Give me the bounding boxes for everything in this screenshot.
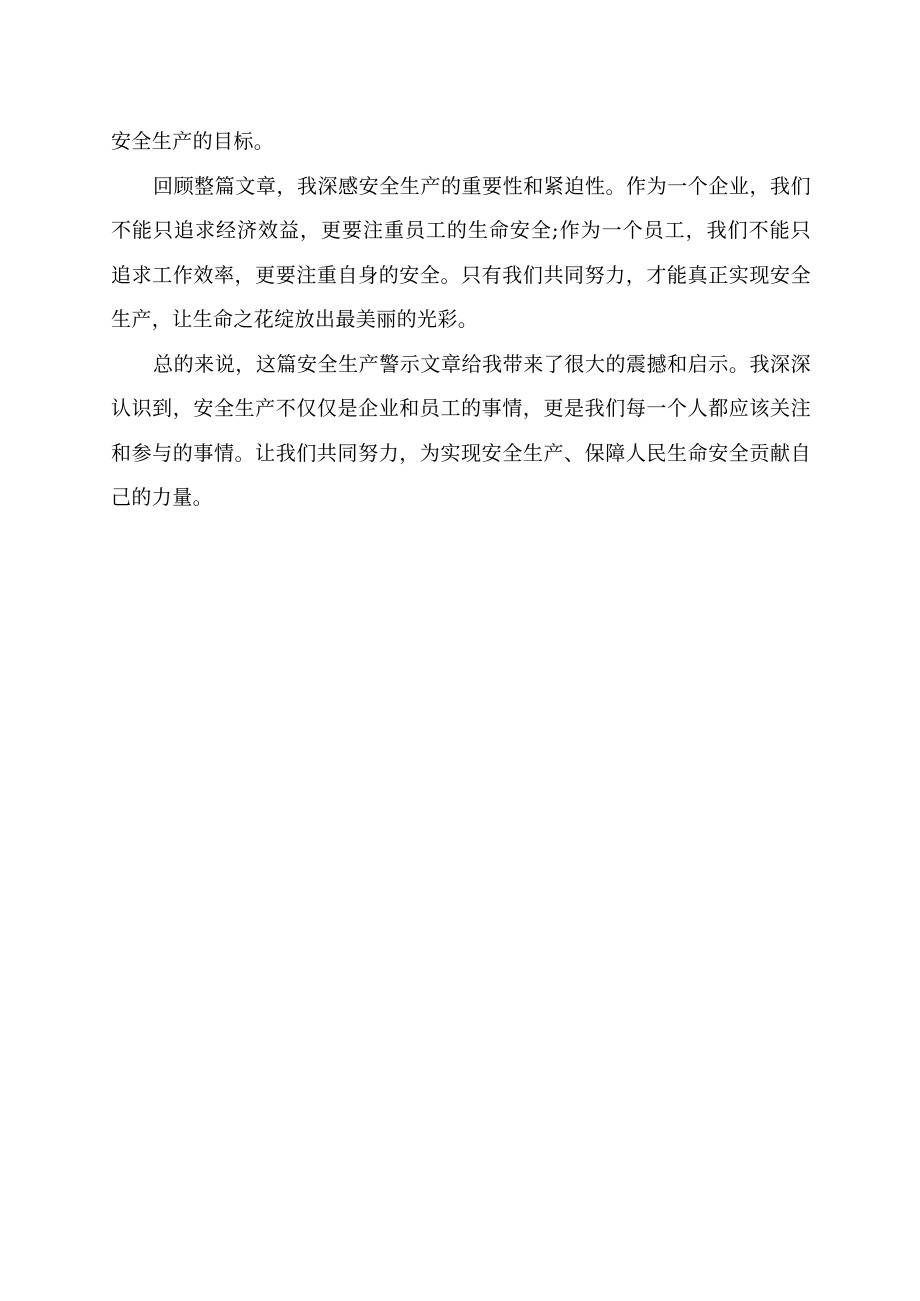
document-body bbox=[111, 119, 811, 520]
paragraph-conclusion: 总的来说，这篇安全生产警示文章给我带来了很大的震撼和启示。我深深认识到，安全生产不仅仅是企业和员工的事情，更是我们每一个人都应该关注和参与的事情。让我们共同努力，为实现安全生产、保障人民生命安全贡献自己的力量。 bbox=[111, 351, 811, 509]
paragraph-review: 回顾整篇文章，我深感安全生产的重要性和紧迫性。作为一个企业，我们不能只追求经济效益，更要注重员工的生命安全;作为一个员工，我们不能只追求工作效率，更要注重自身的安全。只有我们共同努力，才能真正实现安全生产，让生命之花绽放出最美丽的光彩。 bbox=[111, 173, 811, 331]
paragraph-continuation: 安全生产的目标。 bbox=[111, 129, 275, 153]
